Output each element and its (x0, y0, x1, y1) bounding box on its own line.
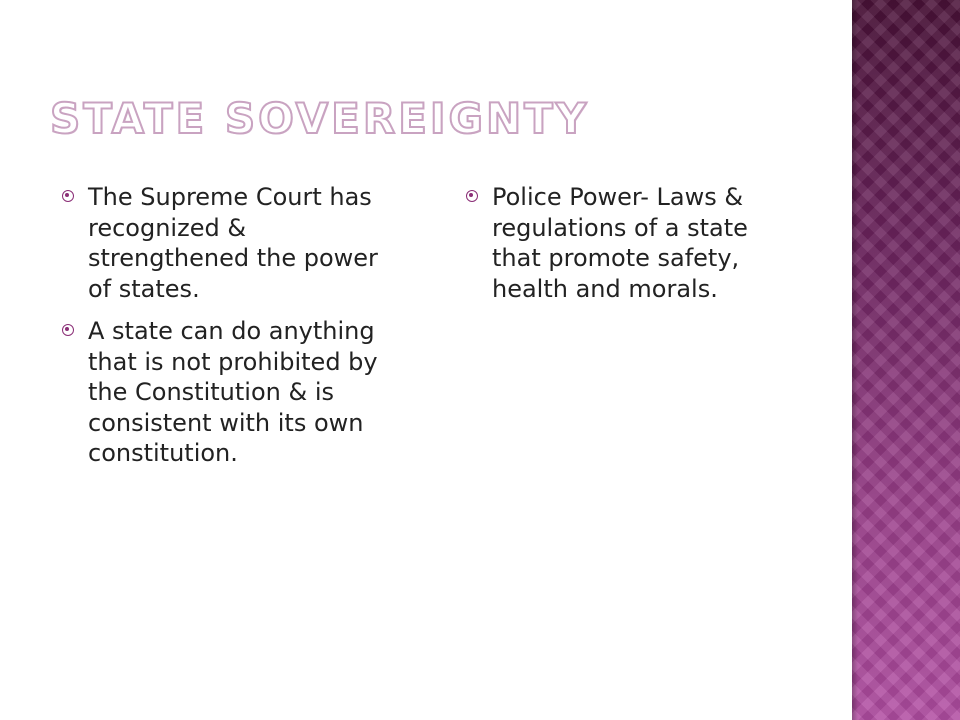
right-bullet-list (466, 182, 796, 304)
bullet-item (62, 182, 392, 304)
circled-dot-bullet-icon (62, 190, 74, 202)
decorative-side-band (852, 0, 960, 720)
bullet-text: A state can do anything that is not prohibited by the Constitution & is consistent with its own constitution. (88, 317, 378, 467)
left-column (62, 182, 392, 481)
bullet-item (466, 182, 796, 304)
side-band-shadow (852, 0, 858, 720)
circled-dot-bullet-icon (466, 190, 478, 202)
bullet-text: Police Power- Laws & regulations of a state that promote safety, health and morals. (492, 183, 748, 303)
bullet-text: The Supreme Court has recognized & strengthened the power of states. (88, 183, 378, 303)
right-column (466, 182, 796, 316)
circled-dot-bullet-icon (62, 324, 74, 336)
bullet-item (62, 316, 392, 469)
slide-title: STATE SOVEREIGNTY (50, 94, 590, 143)
left-bullet-list (62, 182, 392, 469)
